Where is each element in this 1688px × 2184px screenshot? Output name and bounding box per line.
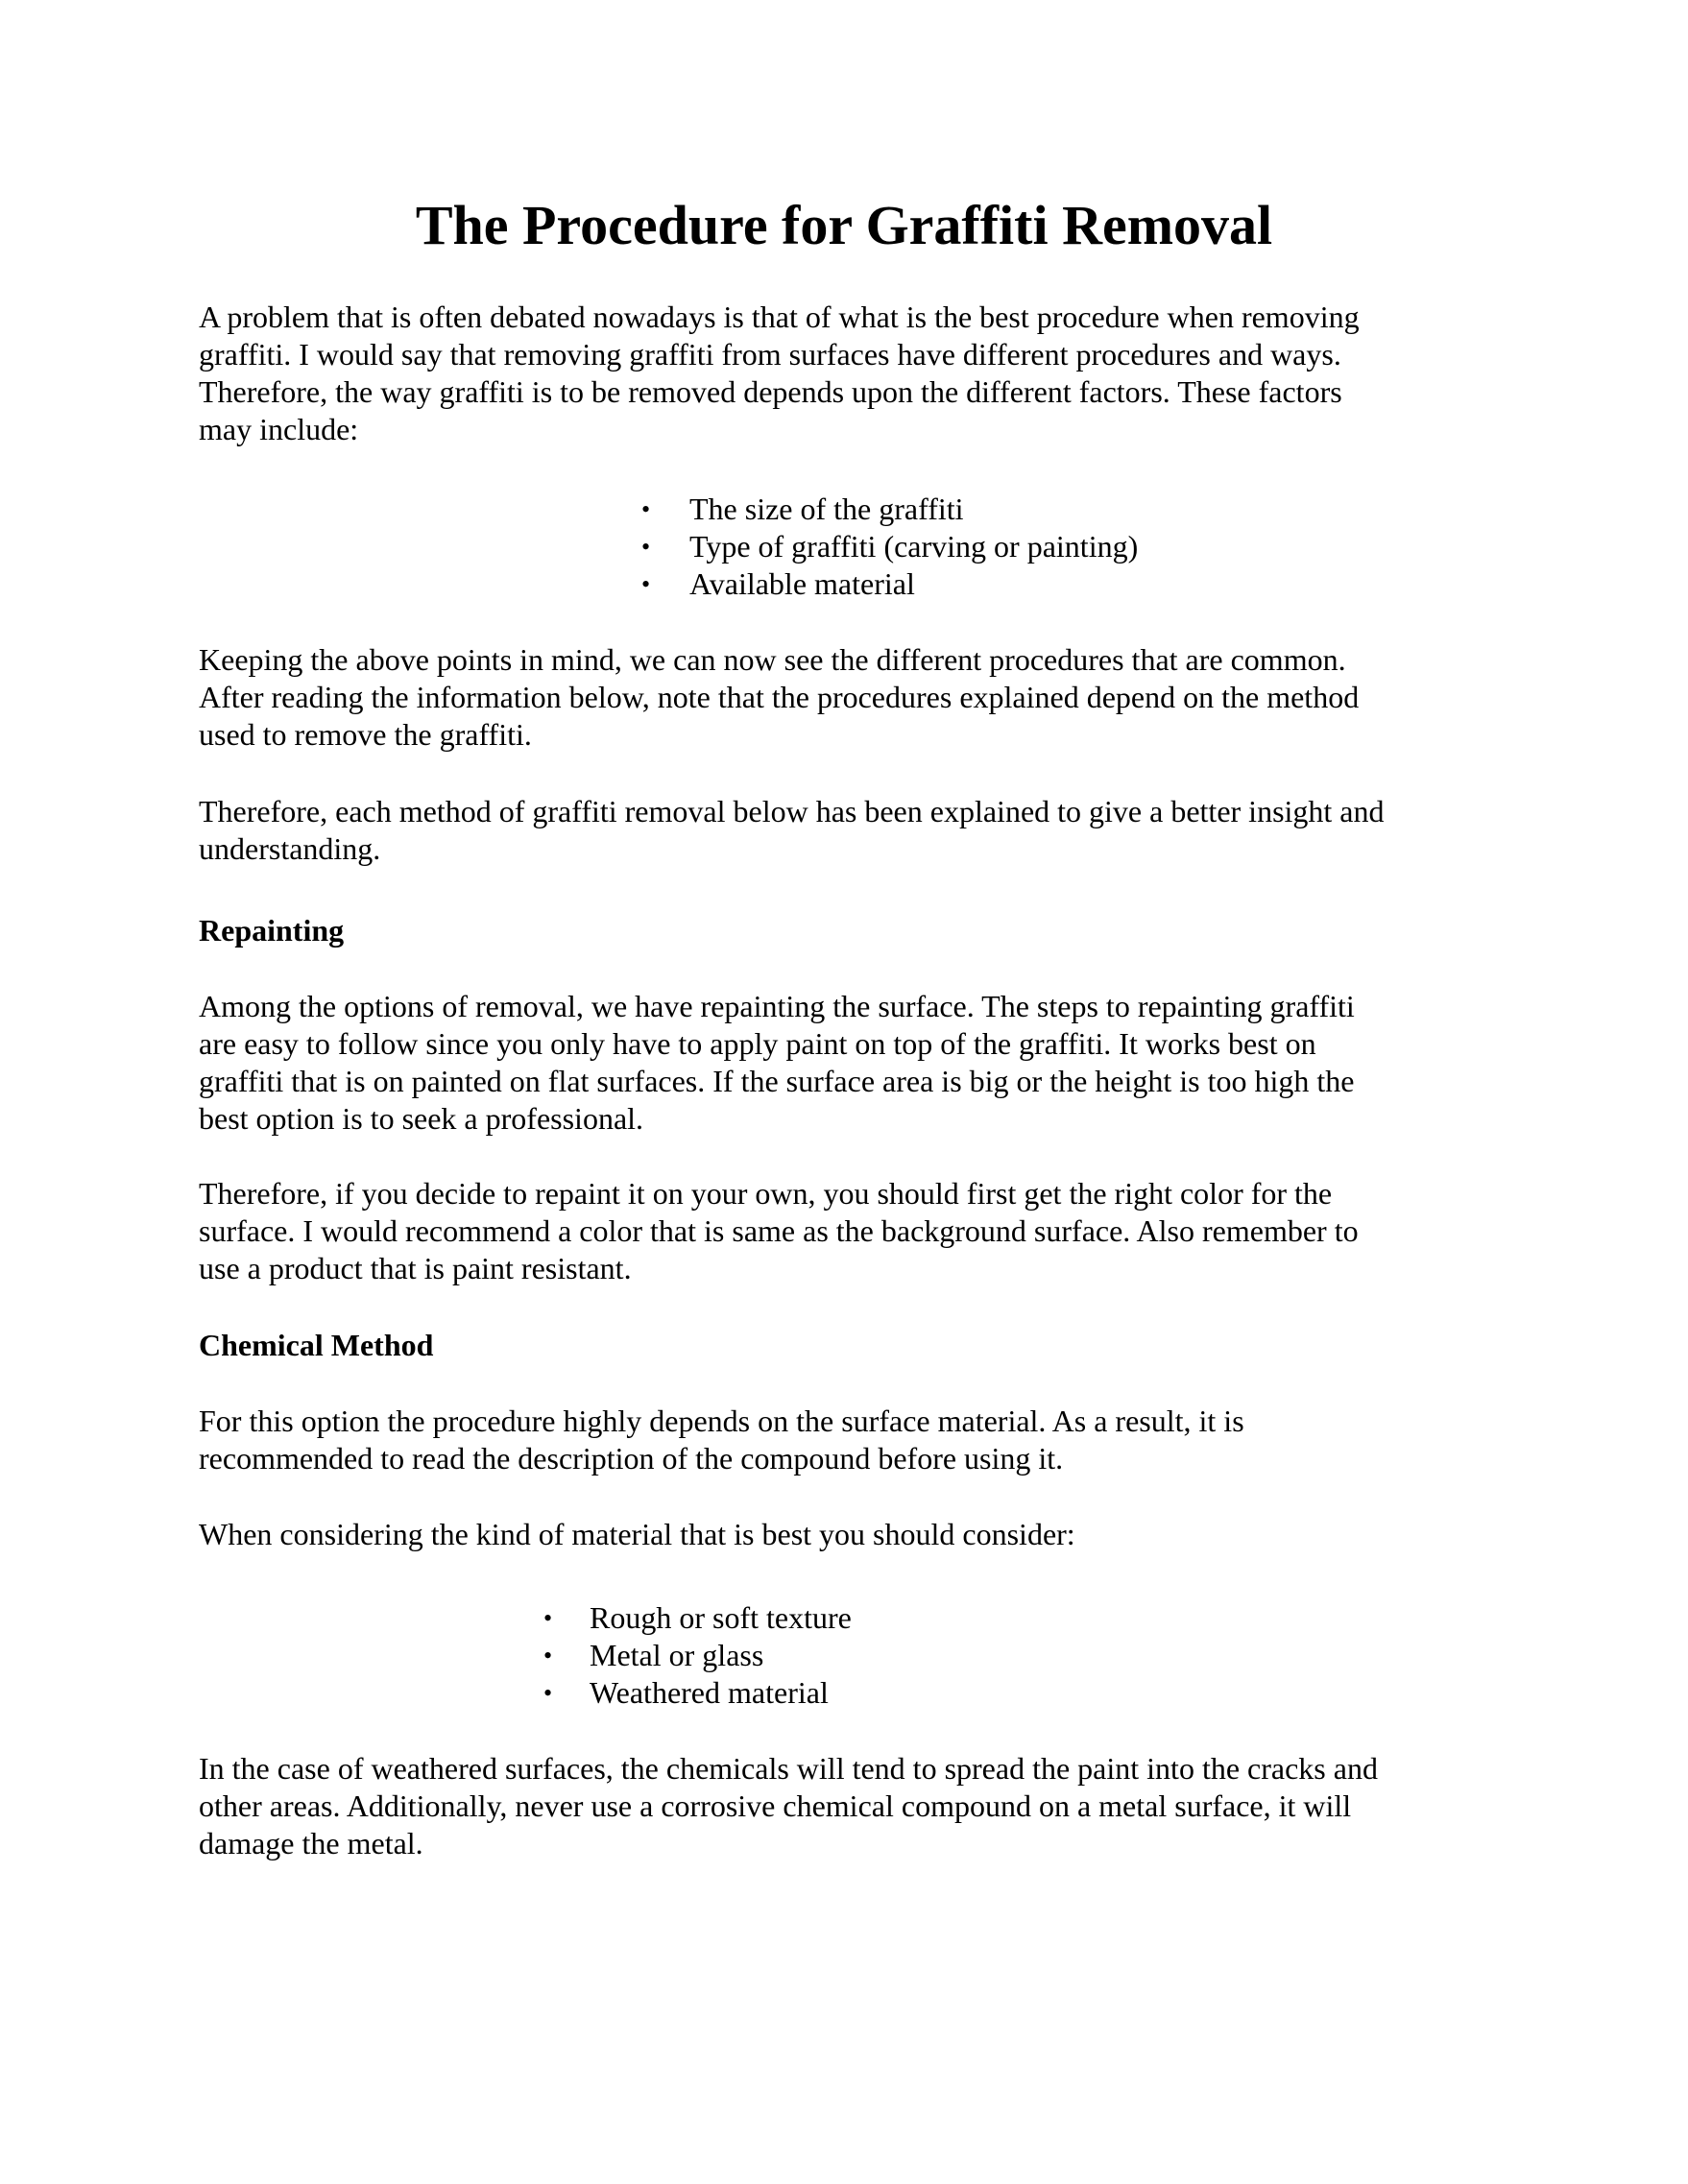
list-item-text: Rough or soft texture [590, 1600, 852, 1635]
document-title: The Procedure for Graffiti Removal [415, 194, 1273, 256]
chemical-paragraph-2 [199, 1516, 1505, 1553]
list-item-text: Type of graffiti (carving or painting) [689, 529, 1139, 564]
bullet-icon: • [641, 533, 651, 561]
repainting-paragraph-2 [199, 1175, 1505, 1287]
bullet-icon: • [543, 1604, 553, 1632]
text-line: damage the metal. [199, 1826, 423, 1860]
text-line: surface. I would recommend a color that is same as the background surface. Also remember to [199, 1213, 1359, 1248]
therefore-paragraph [199, 793, 1505, 868]
chemical-paragraph-3 [199, 1750, 1505, 1862]
text-line: recommended to read the description of the compound before using it. [199, 1441, 1064, 1476]
list-item-text: Metal or glass [590, 1638, 764, 1672]
text-line: used to remove the graffiti. [199, 717, 532, 752]
list-item-text: The size of the graffiti [689, 492, 964, 526]
bullet-icon: • [641, 570, 651, 598]
text-line: Among the options of removal, we have repainting the surface. The steps to repainting graffiti [199, 989, 1355, 1023]
text-line: graffiti that is on painted on flat surfaces. If the surface area is big or the height is too high the [199, 1064, 1355, 1098]
text-line: After reading the information below, note that the procedures explained depend on the method [199, 680, 1360, 714]
text-line: Therefore, each method of graffiti removal below has been explained to give a better insight and [199, 794, 1385, 828]
text-line: use a product that is paint resistant. [199, 1251, 632, 1285]
text-line: In the case of weathered surfaces, the chemicals will tend to spread the paint into the cracks and [199, 1751, 1378, 1786]
intro-paragraph [199, 299, 1505, 448]
section-heading-chemical-method: Chemical Method [199, 1328, 434, 1362]
text-line: best option is to seek a professional. [199, 1101, 644, 1136]
text-line: other areas. Additionally, never use a corrosive chemical compound on a metal surface, it will [199, 1788, 1352, 1823]
text-line: may include: [199, 412, 359, 446]
text-line: When considering the kind of material that is best you should consider: [199, 1517, 1075, 1551]
list-item-text: Available material [689, 566, 915, 601]
keeping-paragraph [199, 641, 1505, 754]
text-line: For this option the procedure highly depends on the surface material. As a result, it is [199, 1404, 1244, 1438]
chemical-paragraph-1 [199, 1403, 1505, 1477]
text-line: are easy to follow since you only have to apply paint on top of the graffiti. It works best on [199, 1026, 1316, 1061]
text-line: graffiti. I would say that removing graffiti from surfaces have different procedures and ways. [199, 337, 1341, 372]
bullet-icon: • [543, 1642, 553, 1669]
list-item-text: Weathered material [590, 1675, 829, 1710]
section-heading-repainting: Repainting [199, 913, 345, 948]
text-line: Therefore, the way graffiti is to be removed depends upon the different factors. These factors [199, 374, 1342, 409]
bullet-icon: • [641, 495, 651, 523]
text-line: understanding. [199, 831, 381, 866]
text-line: A problem that is often debated nowadays is that of what is the best procedure when removing [199, 300, 1360, 334]
text-line: Keeping the above points in mind, we can now see the different procedures that are common. [199, 642, 1346, 677]
text-line: Therefore, if you decide to repaint it on your own, you should first get the right color for the [199, 1176, 1333, 1211]
bullet-icon: • [543, 1679, 553, 1707]
repainting-paragraph-1 [199, 988, 1505, 1138]
